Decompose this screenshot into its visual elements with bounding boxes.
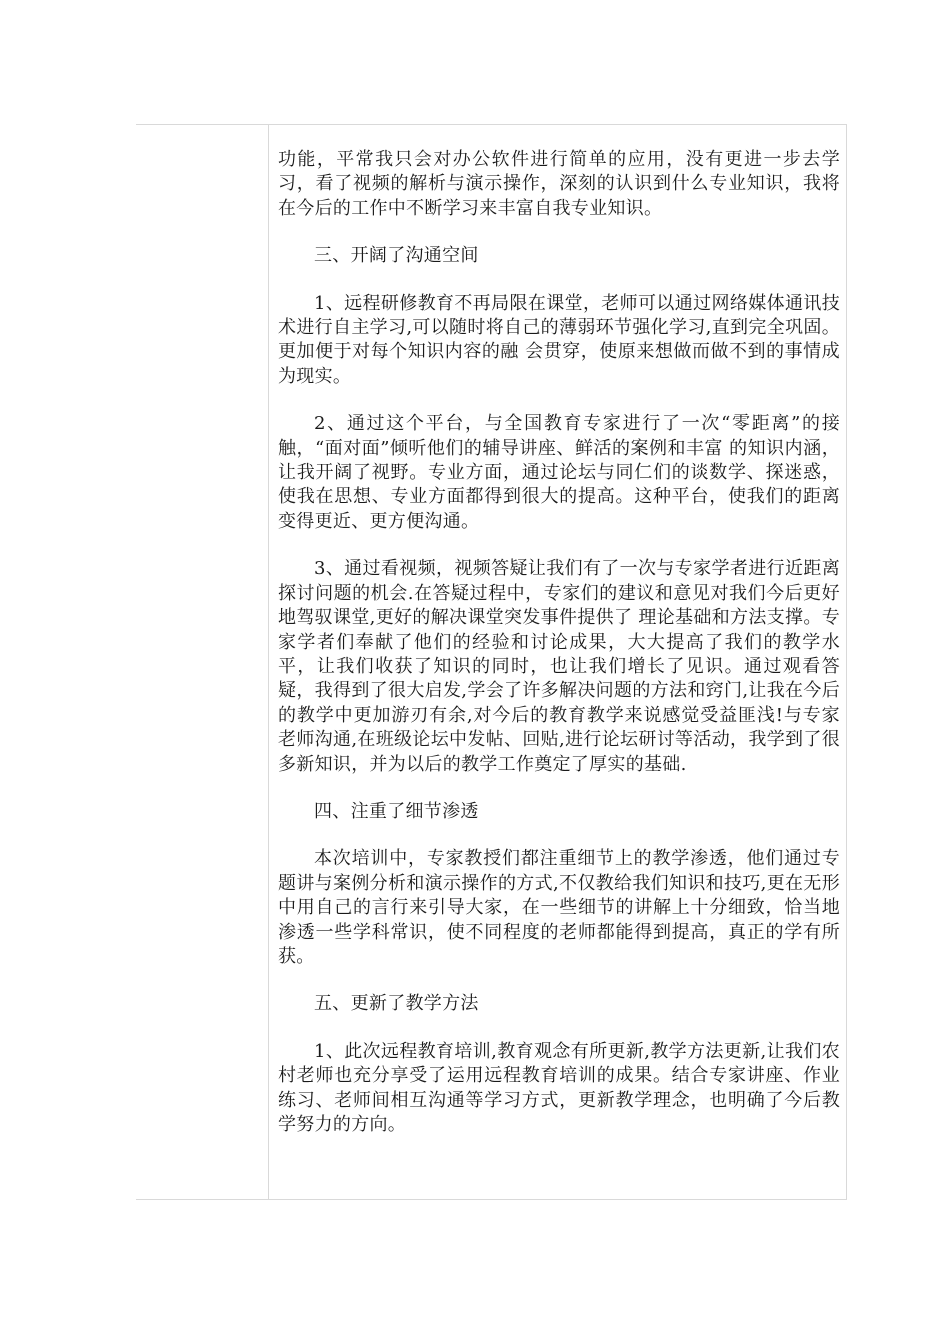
document-table — [136, 124, 847, 1200]
table-content-cell — [269, 125, 846, 1199]
table-left-cell — [136, 125, 269, 1199]
section-heading-5: 五、更新了教学方法 — [314, 993, 479, 1015]
paragraph-3-2: 2、通过这个平台，与全国教育专家进行了一次“零距离”的接触，“面对面”倾听他们的辅导讲座、鲜活的案例和丰富 的知识内涵，让我开阔了视野。专业方面，通过论坛与同仁们的谈数学、探迷惑，使我在思想、专业方面都得到很大的提高。这种平台，使我们的距离变得更近、更方便沟通。 — [278, 413, 840, 532]
paragraph-3-3: 3、通过看视频，视频答疑让我们有了一次与专家学者进行近距离探讨问题的机会.在答疑过程中，专家们的建议和意见对我们今后更好地驾驭课堂,更好的解决课堂突发事件提供了 理论基础和方法支撑。专家学者们奉献了他们的经验和讨论成果，大大提高了我们的教学水平，让我们收获了知识的同时，也让我们增长了见识。通过观看答疑，我得到了很大启发,学会了许多解决问题的方法和窍门,让我在今后的教学中更加游刃有余,对今后的教育教学来说感觉受益匪浅!与专家老师沟通,在班级论坛中发帖、回贴,进行论坛研讨等活动，我学到了很多新知识，并为以后的教学工作奠定了厚实的基础. — [278, 558, 840, 775]
section-heading-3: 三、开阔了沟通空间 — [314, 245, 479, 267]
paragraph-3-1: 1、远程研修教育不再局限在课堂，老师可以通过网络媒体通讯技术进行自主学习,可以随时将自己的薄弱环节强化学习,直到完全巩固。更加便于对每个知识内容的融 会贯穿，使原来想做而做不到的事情成为现实。 — [278, 292, 840, 387]
paragraph-4-1: 本次培训中，专家教授们都注重细节上的教学渗透，他们通过专题讲与案例分析和演示操作的方式,不仅教给我们知识和技巧,更在无形中用自己的言行来引导大家，在一些细节的讲解上十分细致，恰当地渗透一些学科常识，使不同程度的老师都能得到提高，真正的学有所获。 — [278, 848, 840, 967]
paragraph-continuation: 功能，平常我只会对办公软件进行简单的应用，没有更进一步去学习，看了视频的解析与演示操作，深刻的认识到什么专业知识，我将在今后的工作中不断学习来丰富自我专业知识。 — [278, 149, 840, 219]
paragraph-5-1: 1、此次远程教育培训,教育观念有所更新,教学方法更新,让我们农村老师也充分享受了运用远程教育培训的成果。结合专家讲座、作业练习、老师间相互沟通等学习方式，更新教学理念，也明确了今后教学努力的方向。 — [278, 1040, 840, 1135]
section-heading-4: 四、注重了细节渗透 — [314, 800, 479, 822]
